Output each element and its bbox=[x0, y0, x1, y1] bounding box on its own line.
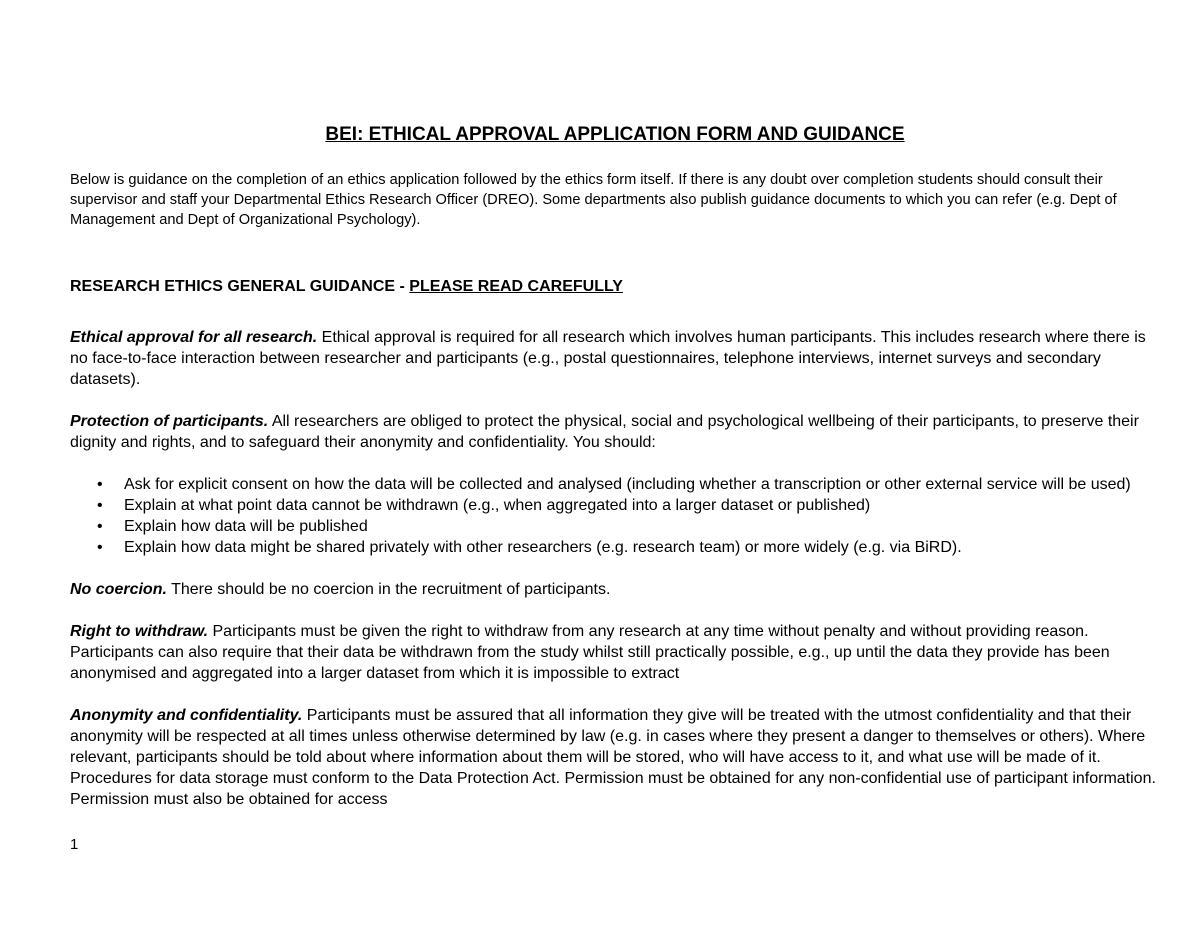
paragraph-text: All researchers are obliged to protect the physical, social and psychological wellbeing of their participants, to preserve their dignity and rights, and to safeguard their anonymity and confidentiality. You should: bbox=[70, 413, 1139, 451]
list-item bbox=[70, 516, 1160, 537]
paragraph-text: Participants must be assured that all information they give will be treated with the utmost confidentiality and that their anonymity will be respected at all times unless otherwise determined by law (e.g. in cases where they present a danger to themselves or others). Where relevant, participants should be told about where information about them will be stored, who will have access to it, and what use will be made of it. Procedures for data storage must conform to the Data Protection Act. Permission must be obtained for any non-confidential use of participant information. Permission must also be obtained for access bbox=[70, 707, 1156, 808]
list-item-text: Ask for explicit consent on how the data will be collected and analysed (including whether a transcription or other external service will be used) bbox=[124, 476, 1131, 493]
list-item bbox=[70, 537, 1160, 558]
consent-bullet-list bbox=[70, 474, 1160, 558]
bullet-icon: • bbox=[97, 497, 103, 514]
paragraph-lead: No coercion. bbox=[70, 581, 167, 598]
document-title: BEI: ETHICAL APPROVAL APPLICATION FORM AND GUIDANCE bbox=[325, 124, 905, 145]
list-item bbox=[70, 474, 1160, 495]
paragraph-no-coercion bbox=[70, 579, 1160, 600]
paragraph-lead: Right to withdraw. bbox=[70, 623, 209, 640]
list-item-text: Explain how data will be published bbox=[124, 518, 368, 535]
guidance-body bbox=[70, 327, 1160, 831]
paragraph-text: Ethical approval is required for all research which involves human participants. This includes research where there is no face-to-face interaction between researcher and participants (e.g., postal questionnaires, telephone interviews, internet surveys and secondary datasets). bbox=[70, 329, 1146, 388]
paragraph-text: Participants must be given the right to withdraw from any research at any time without penalty and without providing reason. Participants can also require that their data be withdrawn from the study whilst still practically possible, e.g., up until the data they provide has been anonymised and aggregated into a larger dataset from which it is impossible to extract bbox=[70, 623, 1110, 682]
list-item bbox=[70, 495, 1160, 516]
paragraph-lead: Anonymity and confidentiality. bbox=[70, 707, 303, 724]
document-page bbox=[70, 0, 1160, 927]
section-heading-prefix: RESEARCH ETHICS GENERAL GUIDANCE - bbox=[70, 278, 410, 295]
paragraph-anonymity bbox=[70, 705, 1160, 810]
paragraph-lead: Protection of participants. bbox=[70, 413, 269, 430]
paragraph-ethical-approval bbox=[70, 327, 1160, 390]
paragraph-right-to-withdraw bbox=[70, 621, 1160, 684]
bullet-icon: • bbox=[97, 476, 103, 493]
list-item-text: Explain how data might be shared privately with other researchers (e.g. research team) or more widely (e.g. via BiRD). bbox=[124, 539, 962, 556]
intro-paragraph: Below is guidance on the completion of an ethics application followed by the ethics form itself. If there is any doubt over completion students should consult their supervisor and staff your Departmental Ethics Research Officer (DREO). Some departments also publish guidance documents to which you can refer (e.g. Dept of Management and Dept of Organizational Psychology). bbox=[70, 172, 1117, 228]
section-heading-emphasis: PLEASE READ CAREFULLY bbox=[409, 278, 623, 295]
section-heading bbox=[70, 278, 623, 296]
bullet-icon: • bbox=[97, 539, 103, 556]
page-number: 1 bbox=[70, 836, 79, 853]
paragraph-lead: Ethical approval for all research. bbox=[70, 329, 318, 346]
bullet-icon: • bbox=[97, 518, 103, 535]
paragraph-text: There should be no coercion in the recruitment of participants. bbox=[166, 581, 611, 598]
paragraph-protection bbox=[70, 411, 1160, 453]
list-item-text: Explain at what point data cannot be withdrawn (e.g., when aggregated into a larger dataset or published) bbox=[124, 497, 871, 514]
